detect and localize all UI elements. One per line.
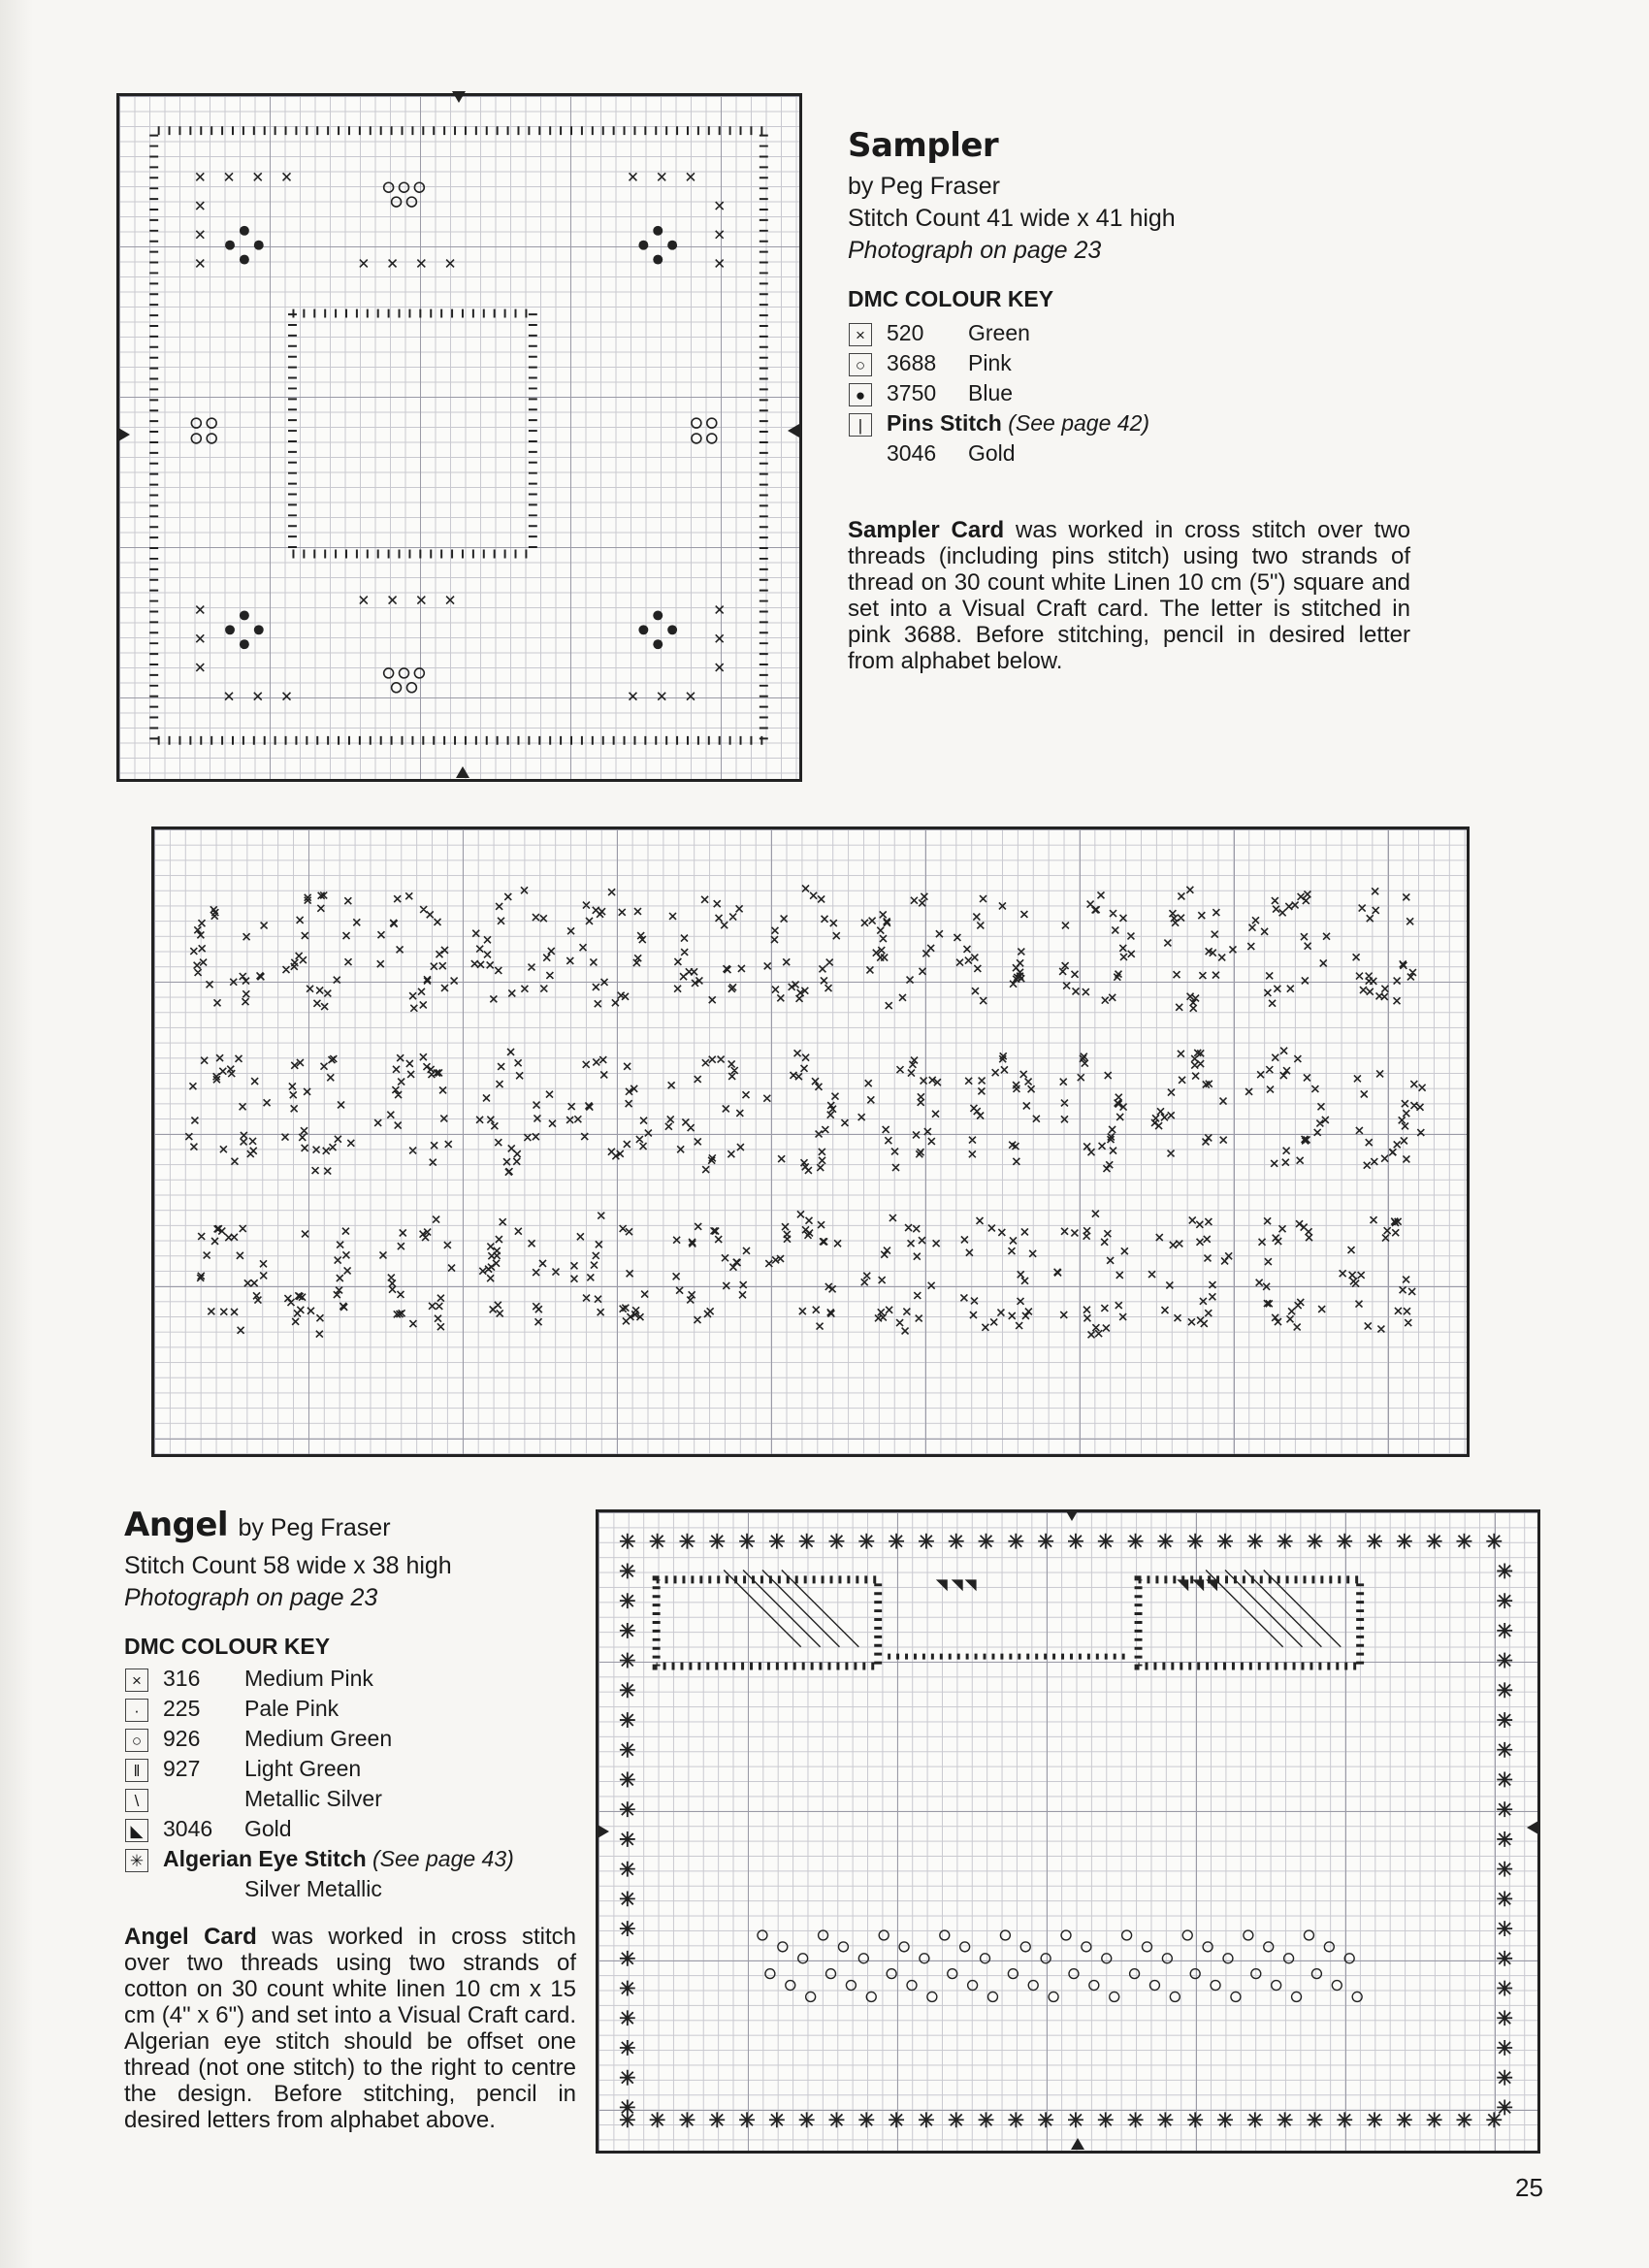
circle-stitch [907,1981,917,1991]
circle-stitch [846,1981,856,1991]
circle-stitch [968,1981,978,1991]
centre-marker-top [1065,1509,1079,1521]
key-name: (See page 43) [372,1846,514,1871]
circle-stitch [1182,1930,1192,1940]
circle-icon: ○ [125,1729,148,1752]
key-row [848,408,1149,438]
sampler-description-text: was worked in cross stitch over two threads (including pins stitch) using two strands of thread on 30 count white Linen 10 cm (5") square and set into a Visual Craft card. The letter is stitched in pink 3688. Before stitching, pencil in desired letter from alphabet below. [848,517,1410,674]
sampler-title: Sampler [848,126,999,165]
circle-stitch [1162,1954,1172,1963]
circle-stitch [1122,1930,1132,1940]
circle-stitch [758,1930,767,1940]
angel-stitch-count: Stitch Count 58 wide x 38 high [124,1552,452,1579]
key-code: Pins Stitch [887,410,1002,436]
centre-marker-left [598,1825,609,1838]
circle-stitch [1251,1969,1261,1979]
algerian-eye-border [620,1534,1512,2127]
angel-description-text: was worked in cross stitch over two threads using two strands of cotton on 30 count white linen 10 cm x 15 cm (4" x 6") and set into a Visual Craft card. Algerian eye stitch should be offset one thread (not one stitch) to the right to centre the design. Before stitching, pencil in desired letters from alphabet above. [124,1924,577,2133]
circle-stitch [1344,1954,1354,1963]
angel-description [124,1924,576,2133]
key-name: Metallic Silver [244,1786,382,1811]
key-row [124,1664,514,1694]
sampler-stitch-count: Stitch Count 41 wide x 41 high [848,205,1176,232]
cross-icon: × [849,323,872,346]
angel-title: Angel [124,1506,229,1544]
key-name: (See page 42) [1008,410,1150,436]
key-row [124,1814,514,1844]
circle-stitch [1061,1930,1071,1940]
page-number: 25 [1515,2173,1543,2202]
circle-stitch [866,1992,876,2001]
key-code: 3046 [163,1816,213,1841]
alphabet-chart [151,826,1470,1457]
circle-stitch [1352,1992,1362,2001]
circle-stitch [858,1954,868,1963]
circle-stitch [927,1992,937,2001]
circle-stitch [806,1992,816,2001]
circle-stitch [1089,1981,1099,1991]
key-name: Medium Green [244,1726,393,1751]
circle-stitch [1041,1954,1051,1963]
key-row [848,348,1149,378]
circle-stitch [1028,1981,1038,1991]
key-code [149,1784,241,1814]
circle-stitch [981,1954,990,1963]
cross-icon: × [125,1669,148,1692]
page-gutter [0,0,33,2268]
circle-stitch [1203,1942,1212,1952]
circle-stitch [1272,1981,1281,1991]
key-code: Algerian Eye Stitch [163,1846,367,1871]
circle-stitch [1311,1969,1321,1979]
circle-icon: ○ [849,353,872,376]
circle-stitch [899,1942,909,1952]
circle-stitch [1069,1969,1079,1979]
key-row [124,1724,514,1754]
circle-stitch [887,1969,896,1979]
backslash-icon: \ [125,1789,148,1812]
circle-stitch [1231,1992,1241,2001]
circle-stitch [879,1930,889,1940]
centre-marker-bottom [456,766,469,778]
sampler-photo-ref: Photograph on page 23 [848,237,1102,264]
dot-icon: · [125,1699,148,1722]
circle-stitch [1170,1992,1180,2001]
circle-stitch [1020,1942,1030,1952]
circle-stitch [1292,1992,1302,2001]
angel-byline: by Peg Fraser [238,1514,391,1541]
circle-stitch [1082,1942,1091,1952]
sampler-section [848,126,1410,697]
key-code: 3046 [887,440,937,466]
sampler-colour-key [848,318,1149,469]
angel-photo-ref: Photograph on page 23 [124,1584,378,1611]
circle-stitch [1049,1992,1058,2001]
triangle-icon: ◣ [125,1819,148,1842]
circle-stitch [1110,1992,1119,2001]
angel-key-heading: DMC COLOUR KEY [124,1634,331,1659]
circle-stitch [1284,1954,1294,1963]
circle-stitch [1264,1942,1274,1952]
circle-stitch [920,1954,929,1963]
key-row [124,1694,514,1724]
alphabet-stitches [154,829,1467,1454]
circle-stitch [948,1969,957,1979]
circle-stitch [765,1969,775,1979]
circle-stitch [1332,1981,1342,1991]
alphabet-cross-stitches [185,885,1425,1338]
key-row [124,1844,514,1874]
key-name: Pale Pink [244,1696,340,1721]
circle-stitch [988,1992,998,2001]
key-row [124,1754,514,1784]
circle-stitch [1211,1981,1220,1991]
centre-marker-right [1527,1821,1538,1834]
key-row [848,378,1149,408]
centre-marker-bottom [1071,2138,1084,2150]
key-code: 3688 [887,350,937,375]
circle-stitch [940,1930,950,1940]
circle-stitch [1190,1969,1200,1979]
key-name: Light Green [244,1756,362,1781]
circle-stitch [1223,1954,1233,1963]
circle-stitch [1143,1942,1152,1952]
circle-stitch [778,1942,788,1952]
key-name: Gold [968,440,1016,466]
key-code: 3750 [887,380,937,405]
key-row [124,1784,514,1814]
key-row [124,1874,514,1904]
angel-section [124,1506,580,2156]
centre-marker-right [788,424,799,437]
key-name: Gold [244,1816,292,1841]
centre-marker-left [118,428,130,441]
circle-stitch [960,1942,970,1952]
circle-stitch [798,1954,808,1963]
angel-colour-key [124,1664,514,1904]
key-code: 927 [163,1756,201,1781]
circle-stitch [1149,1981,1159,1991]
circle-stitch [1244,1930,1253,1940]
centre-marker-top [452,91,466,103]
circle-stitch [1000,1930,1010,1940]
circle-stitch [1324,1942,1334,1952]
circle-stitch [826,1969,836,1979]
circle-stitch [1008,1969,1018,1979]
angel-stitches [598,1512,1537,2151]
circle-stitch [1304,1930,1313,1940]
angel-chart [596,1509,1540,2154]
key-row [848,318,1149,348]
circle-stitch [786,1981,795,1991]
sampler-byline: by Peg Fraser [848,173,1001,200]
key-code: 316 [163,1666,201,1691]
circle-stitch [1102,1954,1112,1963]
star-icon: ✳ [125,1849,148,1872]
angel-description-bold: Angel Card [124,1924,257,1950]
key-name: Medium Pink [244,1666,373,1691]
key-name: Green [968,320,1030,345]
sampler-stitches [119,96,799,779]
circle-stitch [838,1942,848,1952]
key-name: Silver Metallic [244,1876,382,1901]
key-name: Blue [968,380,1014,405]
filled-dot-icon: ● [849,383,872,406]
key-name: Pink [968,350,1012,375]
key-code: 520 [887,320,924,345]
circle-stitch [1130,1969,1140,1979]
double-bar-icon: ‖ [125,1759,148,1782]
circle-stitch [819,1930,828,1940]
sampler-description-bold: Sampler Card [848,517,1005,543]
sampler-description [848,517,1410,674]
key-code: 926 [163,1726,201,1751]
sampler-key-heading: DMC COLOUR KEY [848,286,1054,311]
key-row [848,438,1149,469]
sampler-chart [116,93,802,782]
bar-icon: | [849,413,872,437]
key-code: 225 [163,1696,201,1721]
